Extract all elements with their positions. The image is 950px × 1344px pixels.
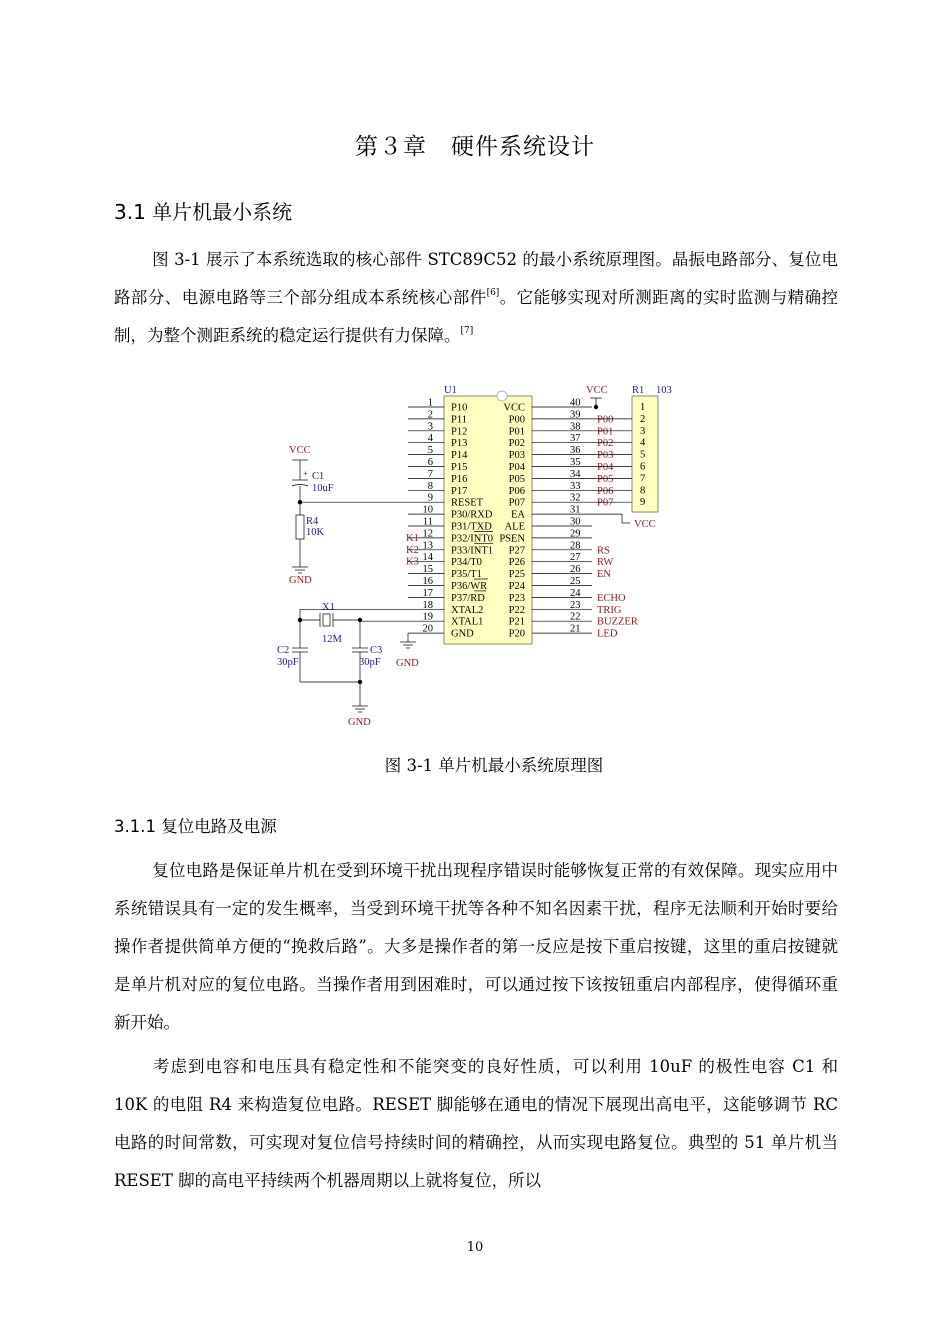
net-label-k3: K3: [406, 556, 419, 568]
c2-value: 30pF: [277, 657, 299, 668]
left-pin-number-6: 6: [427, 457, 433, 468]
paragraph-rc-reset-text: 考虑到电容和电压具有稳定性和不能突变的良好性质，可以利用 10uF 的极性电容 C1 和 10K 的电阻 R4 来构造复位电路。RESET 脚能够在通电的情况下展现出高电平，这能够调节 RC 电路的时间常数，可实现对复位信号持续时间的精确控，从而实现电路复位。典型的 51 单片机当 RESET 脚的高电平持续两个机器周期以上就将复位，所以: [114, 1057, 838, 1190]
left-pin-number-11: 11: [422, 516, 433, 528]
net-label-trig: TRIG: [597, 604, 622, 616]
left-pin-name-15: P35/T1: [451, 569, 482, 581]
left-pin-number-10: 10: [422, 504, 433, 516]
right-pin-number-39: 39: [570, 409, 581, 421]
vcc-label-top: VCC: [586, 385, 608, 396]
left-pin-name-14: P34/T0: [451, 557, 482, 569]
net-label-rw: RW: [597, 557, 614, 569]
left-pin-number-14: 14: [422, 552, 433, 564]
left-pin-number-4: 4: [427, 433, 433, 445]
left-pin-number-20: 20: [422, 623, 433, 635]
chip-notch: [497, 391, 507, 401]
chapter-title: 第３章 硬件系统设计: [355, 134, 595, 160]
r1-pin-7: 7: [640, 473, 646, 485]
citation-6: [6]: [486, 288, 500, 298]
net-label-p05: P05: [597, 473, 614, 485]
net-label-p04: P04: [597, 462, 614, 473]
r1-pin-8: 8: [640, 485, 646, 497]
left-pin-name-2: P11: [451, 414, 467, 426]
paragraph-intro-text-a: 图 3-1 展示了本系统选取的核心部件 STC89C52 的最小系统原理图。晶振电路部分、复位电路部分、电源电路等三个部分组成本系统核心部件: [114, 250, 838, 307]
right-pin-name-26: P25: [508, 569, 525, 581]
left-pin-number-7: 7: [427, 468, 433, 480]
right-pin-name-28: P27: [508, 545, 525, 557]
right-pin-name-34: P05: [508, 473, 525, 485]
right-pin-number-29: 29: [570, 528, 581, 540]
paragraph-reset-circuit-text: 复位电路是保证单片机在受到环境干扰出现程序错误时能够恢复正常的有效保障。现实应用中系统错误具有一定的发生概率，当受到环境干扰等各种不知名因素干扰，程序无法顺利开始时要给操作者提供简单方便的“挽救后路”。大多是操作者的第一反应是按下重启按键，这里的重启按键就是单片机对应的复位电路。当操作者用到困难时，可以通过按下该按钮重启内部程序，使得循环重新开始。: [114, 861, 838, 1032]
left-pin-name-6: P15: [451, 462, 468, 473]
right-pin-name-32: P07: [508, 497, 525, 509]
right-pin-number-21: 21: [570, 623, 581, 635]
page-number: 10: [466, 1240, 484, 1255]
left-pin-name-12: P32/INT0: [451, 533, 493, 545]
left-pin-name-4: P13: [451, 438, 468, 450]
r1-value: 103: [656, 385, 672, 396]
left-pin-number-13: 13: [422, 540, 433, 552]
paragraph-reset-circuit: [114, 852, 838, 1042]
left-pin-number-3: 3: [427, 421, 433, 433]
right-pin-name-29: PSEN: [499, 533, 525, 545]
net-label-p06: P06: [597, 485, 614, 497]
vcc-label-ea: VCC: [634, 519, 656, 530]
left-pin-number-18: 18: [422, 599, 433, 611]
chip-ref-u1: U1: [444, 385, 457, 396]
right-pin-name-21: P20: [508, 628, 525, 640]
left-pin-number-2: 2: [427, 409, 433, 421]
gnd-label-crystal: GND: [348, 717, 371, 728]
right-pin-number-26: 26: [570, 564, 581, 576]
c1-plus: +: [303, 469, 308, 478]
right-pin-number-33: 33: [570, 480, 581, 492]
r1-pin-1: 1: [640, 402, 646, 413]
left-pin-name-3: P12: [451, 426, 468, 438]
left-pin-number-17: 17: [422, 587, 433, 599]
net-label-p03: P03: [597, 450, 614, 462]
left-pin-name-7: P16: [451, 473, 468, 485]
r4-ref: R4: [306, 516, 319, 527]
right-pin-number-28: 28: [570, 540, 581, 552]
right-pin-name-38: P01: [508, 426, 525, 438]
r1-pin-3: 3: [640, 425, 646, 437]
resistor-r4: [296, 515, 304, 539]
right-pin-name-24: P23: [508, 592, 525, 604]
right-pin-name-23: P22: [508, 604, 525, 616]
left-pin-number-16: 16: [422, 576, 433, 587]
net-label-k2: K2: [406, 544, 419, 556]
r4-value: 10K: [306, 527, 325, 538]
c1-ref: C1: [312, 471, 325, 482]
right-pin-name-30: ALE: [504, 521, 525, 533]
left-pin-name-1: P10: [451, 402, 468, 414]
right-pin-name-22: P21: [508, 616, 525, 628]
net-label-rs: RS: [597, 545, 610, 557]
r1-pin-2: 2: [640, 413, 646, 425]
left-pin-number-8: 8: [427, 480, 433, 492]
x1-value: 12M: [322, 634, 342, 645]
left-pin-name-17: P37/RD: [451, 592, 485, 604]
right-pin-number-22: 22: [570, 611, 581, 623]
section-heading-3-1-1: 3.1.1 复位电路及电源: [114, 817, 277, 836]
right-pin-number-36: 36: [570, 445, 581, 457]
right-pin-name-27: P26: [508, 557, 525, 569]
gnd-label-chip: GND: [396, 658, 419, 669]
right-pin-number-31: 31: [570, 504, 581, 516]
junction-dot: [594, 405, 598, 409]
right-pin-number-35: 35: [570, 457, 581, 468]
right-pin-number-40: 40: [570, 397, 581, 409]
right-pin-number-25: 25: [570, 576, 581, 587]
left-pin-number-19: 19: [422, 611, 433, 623]
section-heading-3-1: 3.1 单片机最小系统: [114, 200, 293, 224]
r1-pin-4: 4: [640, 437, 646, 449]
net-label-led: LED: [597, 628, 618, 640]
left-pin-name-18: XTAL2: [451, 604, 484, 616]
right-pin-name-36: P03: [508, 450, 525, 462]
left-pin-number-9: 9: [427, 492, 433, 504]
right-pin-number-27: 27: [570, 552, 581, 564]
citation-7: [7]: [460, 326, 474, 336]
net-label-p01: P01: [597, 426, 614, 438]
net-label-echo: ECHO: [597, 592, 626, 604]
right-pin-name-31: EA: [511, 509, 525, 521]
right-pin-name-39: P00: [508, 414, 525, 426]
r1-pin-6: 6: [640, 461, 646, 473]
r1-pin-5: 5: [640, 449, 646, 461]
vcc-label-reset: VCC: [289, 445, 311, 456]
net-label-p07: P07: [597, 497, 614, 509]
net-label-p02: P02: [597, 438, 614, 450]
left-pin-number-1: 1: [427, 397, 433, 409]
junction-dot: [298, 500, 302, 504]
c1-value: 10uF: [312, 483, 334, 494]
right-pin-name-37: P02: [508, 438, 525, 450]
paragraph-intro-text-b: 。它能够实现对所测距离的实时监测与精确控制，为整个测距系统的稳定运行提供有力保障。: [114, 288, 839, 345]
right-pin-number-38: 38: [570, 421, 581, 433]
right-pin-number-30: 30: [570, 516, 581, 528]
crystal-x1: [323, 614, 330, 626]
right-pin-name-33: P06: [508, 485, 525, 497]
right-pin-name-35: P04: [508, 462, 525, 473]
junction-dot: [358, 618, 362, 622]
left-pin-name-16: P36/WR: [451, 581, 488, 592]
left-pin-name-8: P17: [451, 485, 468, 497]
c1-plate-bottom: [292, 485, 308, 487]
right-pin-number-32: 32: [570, 492, 581, 504]
left-pin-name-19: XTAL1: [451, 616, 484, 628]
left-pin-name-10: P30/RXD: [451, 509, 493, 521]
c3-ref: C3: [370, 645, 383, 656]
c2-ref: C2: [277, 645, 290, 656]
left-pin-name-20: GND: [451, 628, 474, 640]
right-pin-name-40: VCC: [503, 402, 525, 414]
gnd-label-reset: GND: [289, 575, 312, 586]
c3-value: 30pF: [359, 657, 381, 668]
junction-dot: [358, 680, 362, 684]
left-pin-name-9: RESET: [451, 497, 484, 509]
x1-ref: X1: [322, 602, 335, 613]
r1-ref: R1: [632, 385, 645, 396]
net-label-en: EN: [597, 569, 611, 581]
left-pin-number-12: 12: [422, 528, 433, 540]
right-pin-number-34: 34: [570, 468, 581, 480]
left-pin-name-5: P14: [451, 450, 468, 462]
right-pin-name-25: P24: [508, 581, 525, 592]
left-pin-name-11: P31/TXD: [451, 521, 492, 533]
net-label-buzzer: BUZZER: [597, 616, 638, 628]
left-pin-number-15: 15: [422, 564, 433, 576]
right-pin-number-37: 37: [570, 433, 581, 445]
figure-caption: 图 3-1 单片机最小系统原理图: [384, 756, 604, 775]
r1-pin-9: 9: [640, 497, 646, 509]
left-pin-name-13: P33/INT1: [451, 545, 493, 557]
right-pin-number-24: 24: [570, 587, 581, 599]
paragraph-rc-reset: [114, 1048, 838, 1200]
right-pin-number-23: 23: [570, 599, 581, 611]
net-label-p00: P00: [597, 414, 614, 426]
net-label-k1: K1: [406, 532, 419, 544]
left-pin-number-5: 5: [427, 445, 433, 457]
